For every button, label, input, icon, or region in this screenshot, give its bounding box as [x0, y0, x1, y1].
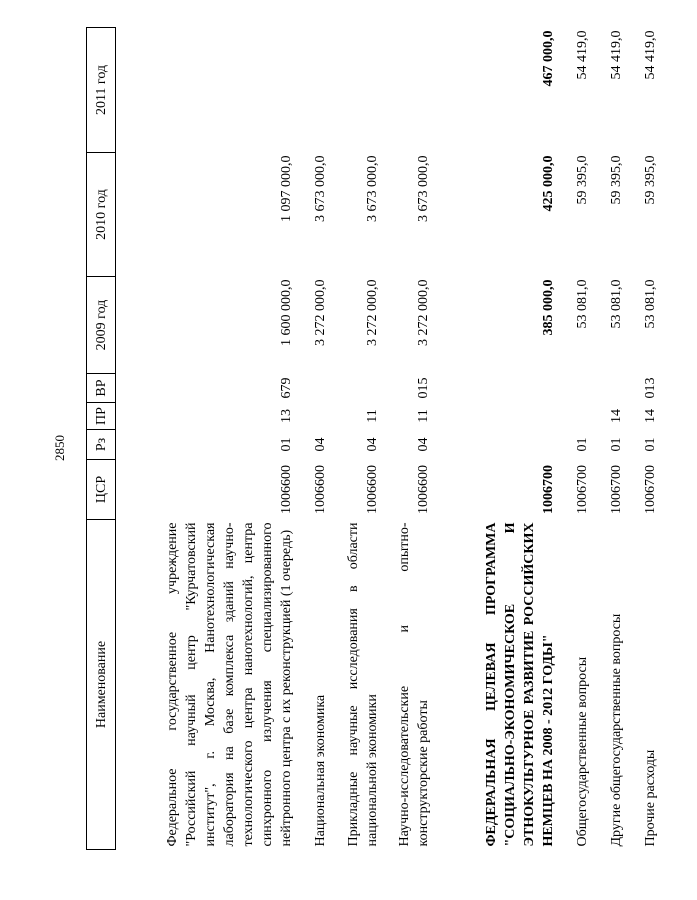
cell-csr: 1006700	[609, 465, 624, 514]
cell-2010: 425 000,0	[541, 155, 556, 212]
cell-rz	[436, 430, 561, 460]
cell-pr: 13	[279, 409, 294, 423]
cell-vr: 015	[416, 377, 431, 399]
cell-2009: 1 600 000,0	[279, 279, 294, 346]
cell-pr	[436, 403, 561, 430]
cell-name: Национальная экономика	[313, 694, 328, 847]
table-row	[561, 28, 595, 850]
cell-2011	[385, 28, 436, 153]
cell-rz: 04	[365, 437, 380, 452]
cell-2009: 53 081,0	[575, 279, 590, 329]
cell-2009: 53 081,0	[643, 279, 658, 329]
cell-2011	[116, 28, 300, 153]
cell-2009: 3 272 000,0	[416, 279, 431, 346]
cell-vr	[663, 374, 697, 403]
cell-2011: 54 419,0	[575, 30, 590, 80]
cell-vr	[561, 374, 595, 403]
column-header-pr: ПР	[87, 403, 116, 430]
cell-rz: 04	[416, 437, 431, 452]
table-row	[385, 28, 436, 850]
cell-2009: 385 000,0	[541, 279, 556, 336]
cell-csr: 1006600	[313, 465, 328, 514]
cell-csr: 1006600	[416, 465, 431, 514]
cell-name: Научно-исследовательские и опытно-конструкторские работы	[397, 522, 431, 847]
table-row	[663, 28, 697, 850]
cell-pr: 14	[643, 409, 658, 423]
page-number: 2850	[52, 435, 67, 461]
cell-rz: 04	[313, 437, 328, 452]
budget-table	[86, 27, 697, 850]
cell-2011	[333, 28, 385, 153]
column-header-csr: ЦСР	[87, 460, 116, 520]
cell-pr	[299, 403, 333, 430]
cell-rz: 01	[575, 437, 590, 452]
cell-csr: 1006700	[575, 465, 590, 514]
cell-vr	[436, 374, 561, 403]
column-header-name: Наименование	[87, 520, 116, 850]
cell-rz: 01	[609, 437, 624, 452]
cell-2009: 3 272 000,0	[313, 279, 328, 346]
cell-2011	[663, 28, 697, 153]
cell-pr: 14	[609, 409, 624, 423]
cell-vr	[333, 374, 385, 403]
cell-pr: 11	[365, 409, 380, 423]
cell-2010: 59 395,0	[575, 155, 590, 205]
column-header-rz: Рз	[87, 430, 116, 460]
column-header-2010: 2010 год	[87, 153, 116, 277]
cell-name: Общегосударственные вопросы	[575, 656, 590, 847]
cell-name: Другие общегосударственные вопросы	[609, 613, 624, 847]
cell-rz: 01	[279, 437, 294, 452]
table-row	[299, 28, 333, 850]
cell-pr	[663, 403, 697, 430]
cell-vr: 679	[279, 377, 294, 399]
cell-2010: 3 673 000,0	[416, 155, 431, 222]
cell-2010: 59 395,0	[643, 155, 658, 205]
cell-vr	[595, 374, 629, 403]
cell-pr	[561, 403, 595, 430]
cell-2010: 3 673 000,0	[365, 155, 380, 222]
column-header-2011: 2011 год	[87, 28, 116, 153]
cell-2009	[663, 277, 697, 374]
cell-csr	[663, 460, 697, 520]
cell-name: Прикладные научные исследования в области национальной экономики	[346, 522, 380, 847]
cell-pr: 11	[416, 409, 431, 423]
cell-name	[663, 520, 697, 850]
column-header-vr: ВР	[87, 374, 116, 403]
cell-2010: 3 673 000,0	[313, 155, 328, 222]
cell-csr: 1006600	[279, 465, 294, 514]
cell-2010: 59 395,0	[609, 155, 624, 205]
header-row	[87, 28, 116, 850]
cell-name: ФЕДЕРАЛЬНАЯ ЦЕЛЕВАЯ ПРОГРАММА "СОЦИАЛЬНО-ЭКОНОМИЧЕСКОЕ И ЭТНОКУЛЬТУРНОЕ РАЗВИТИЕ РОССИЙСКИХ НЕМЦЕВ НА 2008 - 2012 ГОДЫ"	[484, 522, 556, 847]
cell-name: Прочие расходы	[643, 749, 658, 847]
cell-2011: 54 419,0	[609, 30, 624, 80]
cell-rz: 01	[643, 437, 658, 452]
cell-vr: 013	[643, 377, 658, 399]
table-row-program-total	[436, 28, 561, 850]
cell-2010: 1 097 000,0	[279, 155, 294, 222]
cell-name: Федеральное государственное учреждение "Российский научный центр "Курчатовский институт", г. Москва, Нанотехнологическая лаборатория на базе комплекса зданий научно-технологического центра нанотехнологий, центра синхронного излучения специализированного нейтронного центра с их реконструкцией (1 очередь)	[165, 522, 294, 847]
cell-2011	[299, 28, 333, 153]
rotated-landscape-sheet	[50, 28, 658, 868]
cell-csr: 1006600	[365, 465, 380, 514]
cell-csr: 1006700	[541, 465, 556, 514]
table-row	[116, 28, 300, 850]
table-row	[333, 28, 385, 850]
cell-2011: 467 000,0	[541, 30, 556, 87]
cell-vr	[299, 374, 333, 403]
cell-2009: 53 081,0	[609, 279, 624, 329]
cell-csr: 1006700	[643, 465, 658, 514]
column-header-2009: 2009 год	[87, 277, 116, 374]
cell-2009: 3 272 000,0	[365, 279, 380, 346]
table-row	[629, 28, 663, 850]
cell-rz	[663, 430, 697, 460]
cell-2011: 54 419,0	[643, 30, 658, 80]
cell-2010	[663, 153, 697, 277]
table-row	[595, 28, 629, 850]
